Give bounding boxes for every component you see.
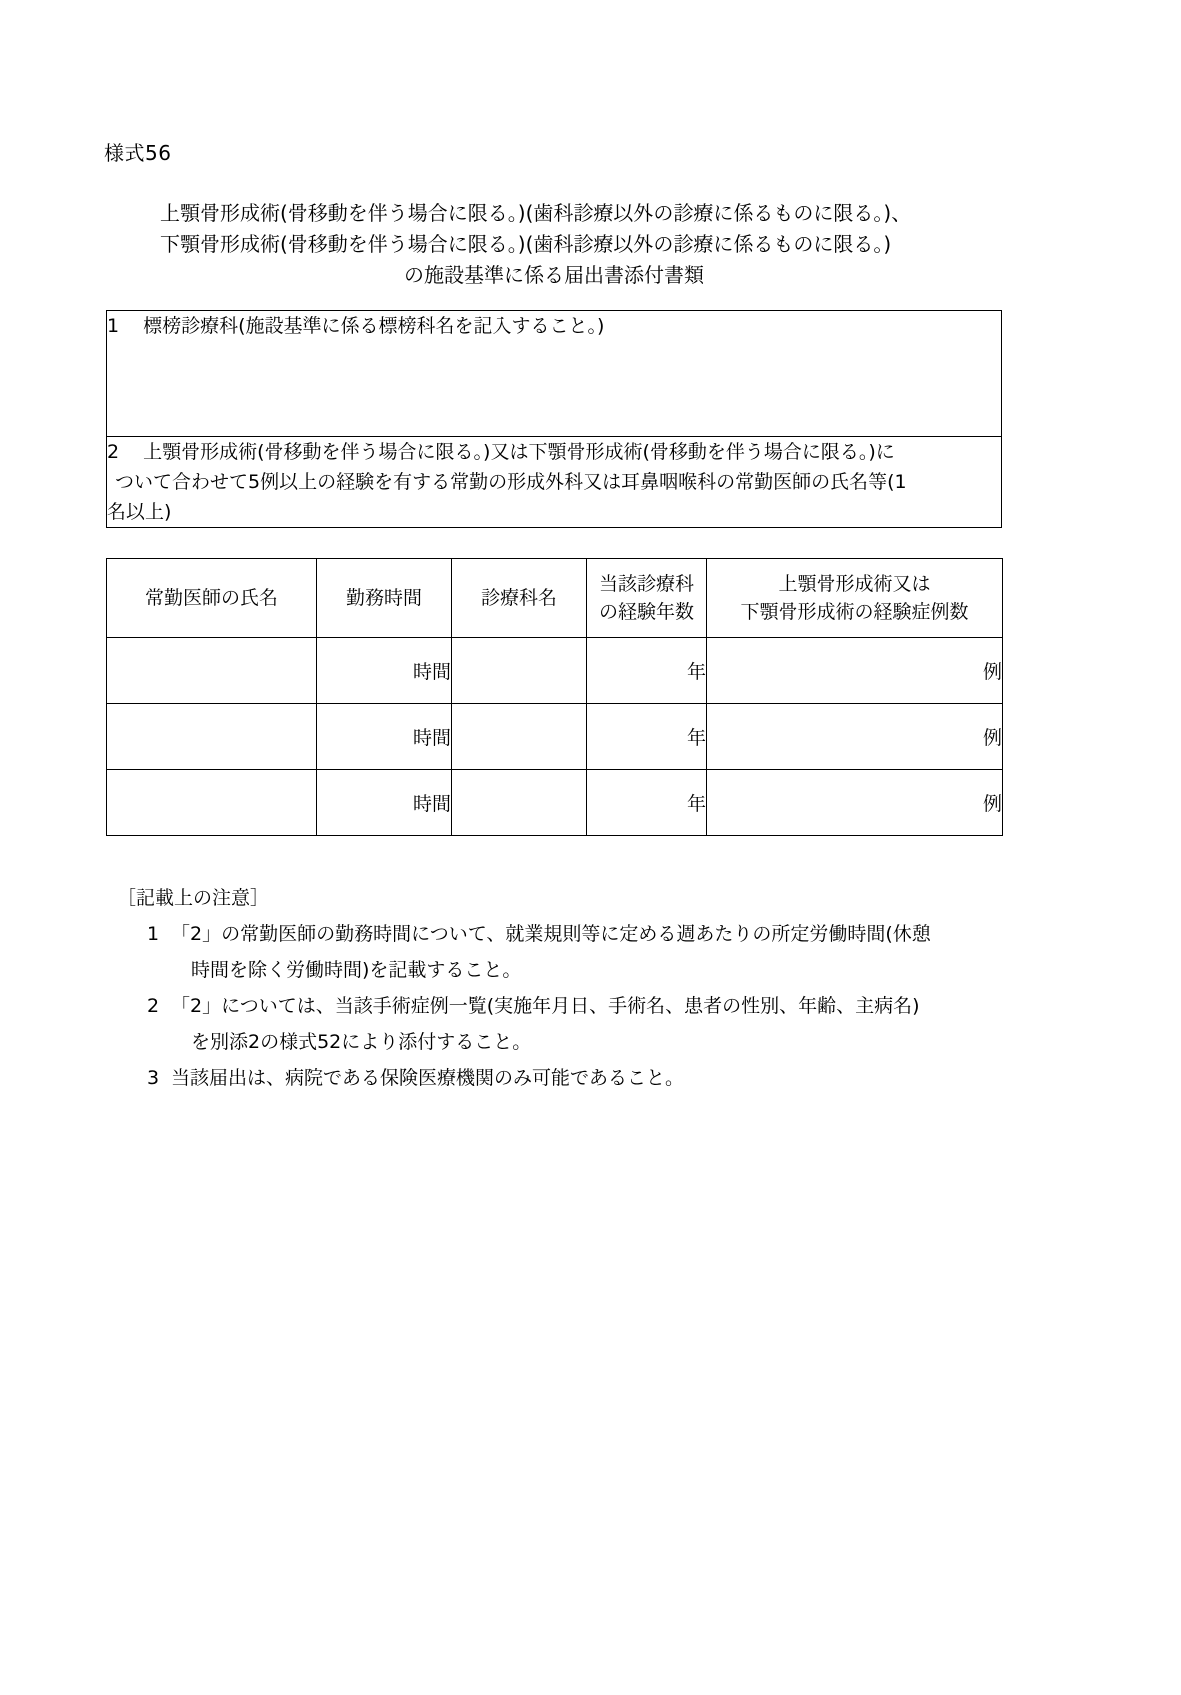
header-case-count-line2: 下顎骨形成術の経験症例数	[740, 601, 969, 623]
header-doctor-name	[107, 559, 317, 638]
cell-experience-years[interactable]: 年	[587, 638, 707, 704]
cell-doctor-name[interactable]	[107, 704, 317, 770]
cell-department[interactable]	[452, 704, 587, 770]
section-2-line-3: 名以上)	[107, 501, 172, 523]
cell-experience-years[interactable]: 年	[587, 704, 707, 770]
cell-working-hours[interactable]: 時間	[317, 770, 452, 836]
note-item-1	[117, 916, 1037, 988]
header-doctor-name-line1: 常勤医師の氏名	[144, 587, 278, 609]
section-1-row	[107, 311, 1002, 437]
section-2-row	[107, 437, 1002, 528]
note-item-2	[117, 988, 1037, 1060]
header-department	[452, 559, 587, 638]
section-2-line-1-wrap	[107, 437, 1001, 467]
title-line-2: 下顎骨形成術(骨移動を伴う場合に限る。)(歯科診療以外の診療に係るものに限る。)	[160, 232, 892, 256]
header-working-hours	[317, 559, 452, 638]
cell-experience-years[interactable]: 年	[587, 770, 707, 836]
note-item-3-text	[163, 1060, 1037, 1096]
cell-doctor-name[interactable]	[107, 638, 317, 704]
notes-section	[117, 880, 1037, 1096]
note-item-3-line-1: 当該届出は、病院である保険医療機関のみ可能であること。	[171, 1067, 685, 1089]
cell-case-count[interactable]: 例	[707, 638, 1003, 704]
section-2-line-2: ついて合わせて5例以上の経験を有する常勤の形成外科又は耳鼻咽喉科の常勤医師の氏名等(1	[115, 471, 907, 493]
section-1-number: 1	[107, 315, 120, 337]
doctor-table-header-row	[107, 559, 1003, 638]
header-case-count-line1: 上顎骨形成術又は	[778, 573, 931, 595]
table-row	[107, 638, 1003, 704]
note-item-2-line-2: を別添2の様式52により添付すること。	[191, 1031, 532, 1053]
note-item-1-line-1: 「2」の常勤医師の勤務時間について、就業規則等に定める週あたりの所定労働時間(休憩	[171, 923, 931, 945]
note-item-1-text	[163, 916, 1037, 988]
note-item-3-number: 3	[147, 1067, 160, 1089]
section-1-text: 標榜診療科(施設基準に係る標榜科名を記入すること。)	[143, 315, 605, 337]
cell-working-hours[interactable]: 時間	[317, 638, 452, 704]
header-experience-years-line1: 当該診療科	[598, 573, 694, 595]
notes-title: ［記載上の注意］	[117, 887, 270, 909]
header-experience-years-line2: の経験年数	[598, 601, 694, 623]
header-working-hours-line1: 勤務時間	[345, 587, 422, 609]
note-item-2-number: 2	[147, 995, 160, 1017]
header-case-count	[707, 559, 1003, 638]
cell-working-hours[interactable]: 時間	[317, 704, 452, 770]
title-line-1: 上顎骨形成術(骨移動を伴う場合に限る。)(歯科診療以外の診療に係るものに限る。)、	[160, 201, 912, 225]
note-item-3	[117, 1060, 1037, 1096]
cell-department[interactable]	[452, 770, 587, 836]
header-experience-years	[587, 559, 707, 638]
section-2-number: 2	[107, 441, 120, 463]
section-1-heading	[107, 311, 1001, 341]
note-item-1-number: 1	[147, 923, 160, 945]
section-2-line-1: 上顎骨形成術(骨移動を伴う場合に限る。)又は下顎骨形成術(骨移動を伴う場合に限る。)に	[143, 441, 895, 463]
note-item-1-line-2: 時間を除く労働時間)を記載すること。	[191, 959, 522, 981]
table-row	[107, 704, 1003, 770]
cell-case-count[interactable]: 例	[707, 704, 1003, 770]
section-1-cell[interactable]	[107, 311, 1002, 437]
title-line-3: の施設基準に係る届出書添付書類	[404, 263, 704, 287]
table-row	[107, 770, 1003, 836]
cell-doctor-name[interactable]	[107, 770, 317, 836]
section-2-cell	[107, 437, 1002, 528]
sections-table	[106, 310, 1002, 528]
cell-department[interactable]	[452, 638, 587, 704]
form-number: 様式56	[104, 141, 172, 165]
doctor-table	[106, 558, 1003, 836]
header-department-line1: 診療科名	[480, 587, 557, 609]
note-item-2-line-1: 「2」については、当該手術症例一覧(実施年月日、手術名、患者の性別、年齢、主病名)	[171, 995, 920, 1017]
cell-case-count[interactable]: 例	[707, 770, 1003, 836]
document-title	[104, 198, 1014, 291]
note-item-2-text	[163, 988, 1037, 1060]
